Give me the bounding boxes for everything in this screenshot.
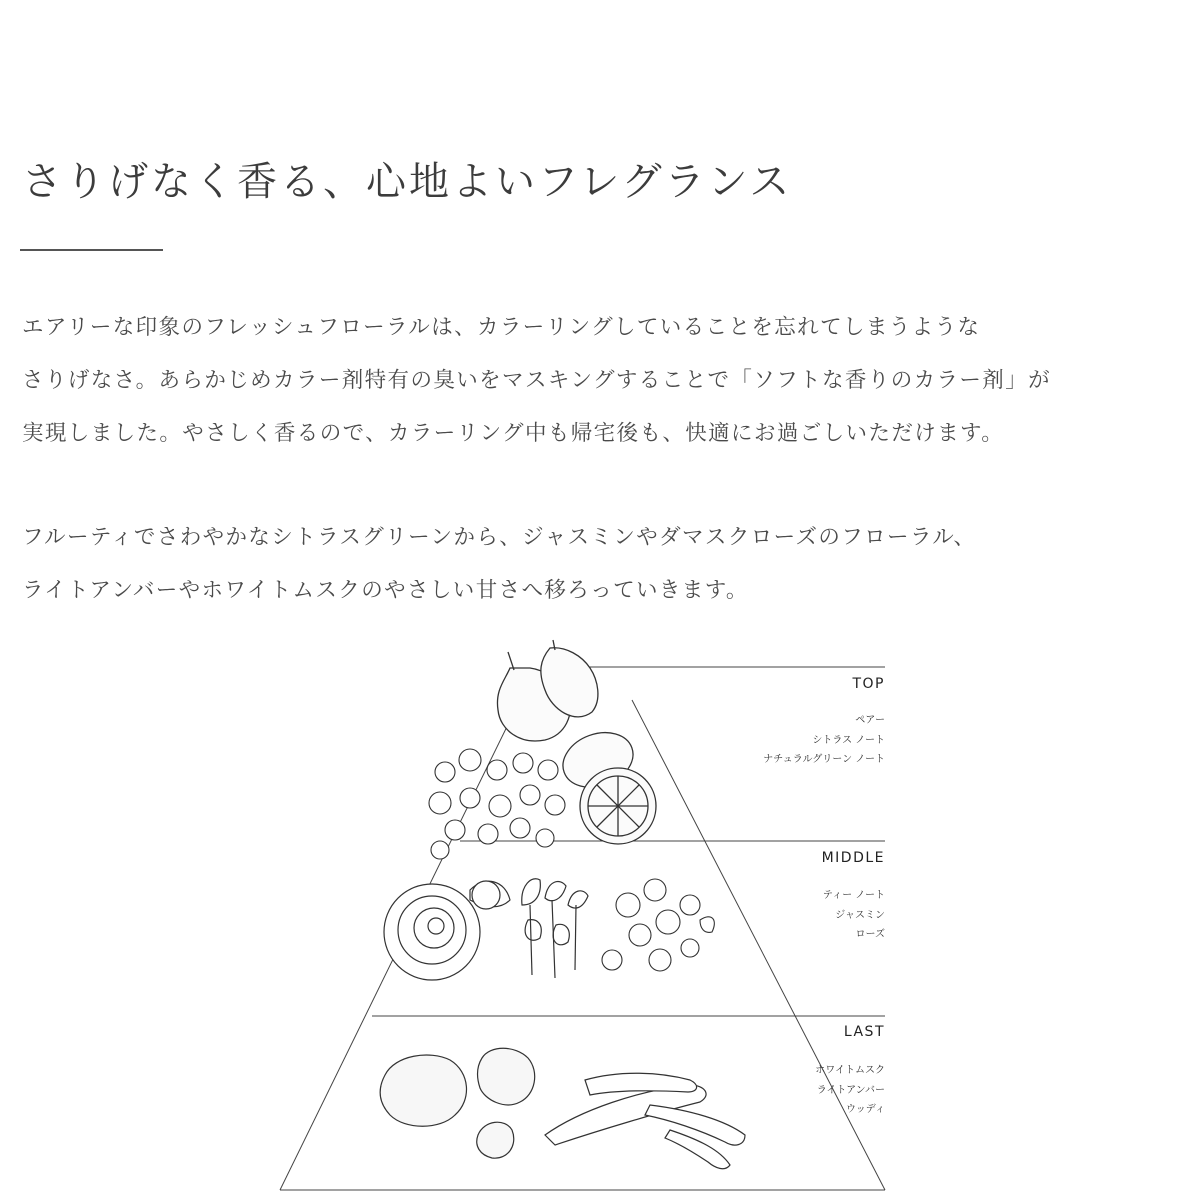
paragraph-line: 実現しました。やさしく香るので、カラーリング中も帰宅後も、快適にお過ごしいただけます。 <box>22 421 1005 446</box>
tier-title-last: LAST <box>843 1024 885 1040</box>
paragraph-line: エアリーな印象のフレッシュフローラルは、カラーリングしていることを忘れてしまうような <box>22 315 981 340</box>
note-item: ライトアンバー <box>816 1084 885 1096</box>
note-item: ローズ <box>855 929 885 940</box>
paragraph-line: さりげなさ。あらかじめカラー剤特有の臭いをマスキングすることで「ソフトな香りのカラー剤」が <box>22 368 1051 393</box>
tier-notes-last <box>815 1061 885 1120</box>
note-item: ナチュラルグリーン ノート <box>763 754 885 765</box>
jasmine-illustration <box>602 879 714 971</box>
note-item: ウッディ <box>846 1104 885 1115</box>
paragraph-line: フルーティでさわやかなシトラスグリーンから、ジャスミンやダマスクローズのフローラル、 <box>22 525 977 550</box>
page-title: さりげなく香る、心地よいフレグランス <box>22 159 793 205</box>
tier-title-top: TOP <box>852 676 885 692</box>
amber-stones-illustration <box>380 1048 534 1158</box>
tier-title-middle: MIDDLE <box>821 850 885 866</box>
note-item: ホワイトムスク <box>815 1065 885 1076</box>
note-item: シトラス ノート <box>812 734 885 746</box>
tea-leaf-illustration <box>522 879 588 978</box>
violet-flowers-illustration <box>429 749 565 859</box>
wood-illustration <box>545 1073 745 1168</box>
note-item: ティー ノート <box>822 890 885 901</box>
pear-illustration <box>497 640 597 741</box>
note-item: ジャスミン <box>835 909 885 921</box>
rose-illustration <box>384 881 510 980</box>
tier-notes-middle <box>823 886 885 945</box>
paragraph-line: ライトアンバーやホワイトムスクのやさしい甘さへ移ろっていきます。 <box>22 578 749 603</box>
lemon-illustration <box>555 723 656 844</box>
tier-notes-top <box>763 711 885 770</box>
note-item: ペアー <box>855 715 885 726</box>
